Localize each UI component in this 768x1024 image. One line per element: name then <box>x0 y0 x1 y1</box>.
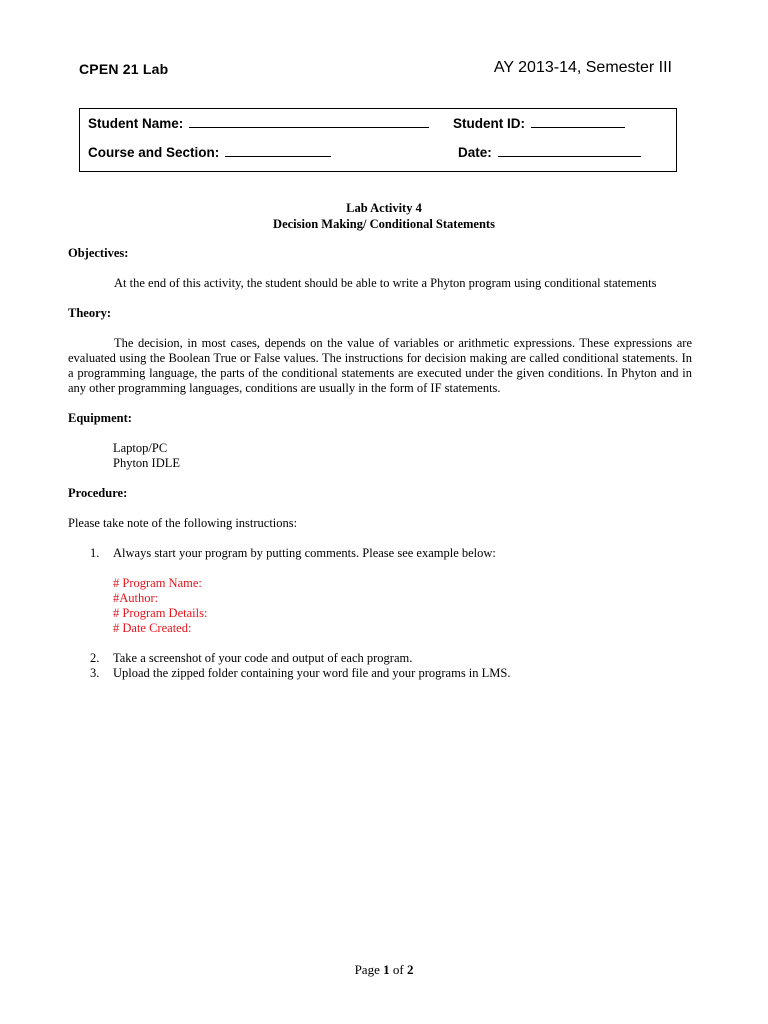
theory-heading: Theory: <box>68 306 112 320</box>
student-id-label: Student ID: <box>453 116 525 131</box>
equipment-item: Laptop/PC <box>113 441 168 455</box>
procedure-heading: Procedure: <box>68 486 128 500</box>
comment-line: # Program Name: <box>113 576 202 590</box>
equipment-list <box>68 441 692 471</box>
procedure-steps <box>68 546 692 561</box>
theory-text: The decision, in most cases, depends on the value of variables or arithmetic expressions. These expressions are evaluated using the Boolean True or False values. The instructions for decision making are called conditional statements. In a programming language, the parts of the conditional statements are executed under the given conditions. In Phyton and in any other programming languages, conditions are usually in the form of IF statements. <box>68 336 692 395</box>
course-section-label: Course and Section: <box>88 145 220 160</box>
course-header: CPEN 21 Lab <box>79 61 169 77</box>
procedure-step <box>68 651 692 666</box>
objectives-heading: Objectives: <box>68 246 129 260</box>
page-current: 1 <box>383 962 390 977</box>
comment-example <box>68 576 692 636</box>
procedure-step <box>68 666 692 681</box>
step-text: Always start your program by putting comments. Please see example below: <box>113 546 496 560</box>
student-name-field <box>88 115 429 131</box>
course-section-blank <box>225 144 331 157</box>
procedure-intro: Please take note of the following instructions: <box>68 516 298 530</box>
page-of: of <box>392 962 404 977</box>
page-total: 2 <box>406 962 414 977</box>
date-blank <box>498 144 641 157</box>
comment-line: #Author: <box>113 591 159 605</box>
student-id-blank <box>531 115 625 128</box>
activity-title <box>0 200 768 232</box>
date-label: Date: <box>458 145 492 160</box>
student-info-box <box>79 108 677 172</box>
document-body <box>68 246 692 681</box>
step-number: 2. <box>90 651 100 665</box>
procedure-step <box>68 546 692 561</box>
term-header: AY 2013-14, Semester III <box>493 59 672 76</box>
step-number: 3. <box>90 666 100 680</box>
equipment-item: Phyton IDLE <box>113 456 181 470</box>
step-text: Upload the zipped folder containing your word file and your programs in LMS. <box>113 666 511 680</box>
student-id-field <box>453 115 625 131</box>
step-number: 1. <box>90 546 100 560</box>
course-section-field <box>88 144 331 160</box>
activity-topic: Decision Making/ Conditional Statements <box>273 217 495 231</box>
activity-number: Lab Activity 4 <box>346 201 422 215</box>
objectives-text: At the end of this activity, the student should be able to write a Phyton program using conditional statements <box>114 276 657 290</box>
equipment-heading: Equipment: <box>68 411 132 425</box>
step-text: Take a screenshot of your code and output of each program. <box>113 651 413 665</box>
page-word: Page <box>354 962 380 977</box>
page-footer <box>0 962 768 978</box>
comment-line: # Program Details: <box>113 606 208 620</box>
comment-line: # Date Created: <box>113 621 192 635</box>
date-field <box>458 144 641 160</box>
student-name-blank <box>189 115 429 128</box>
student-name-label: Student Name: <box>88 116 184 131</box>
procedure-steps-continued <box>68 651 692 681</box>
